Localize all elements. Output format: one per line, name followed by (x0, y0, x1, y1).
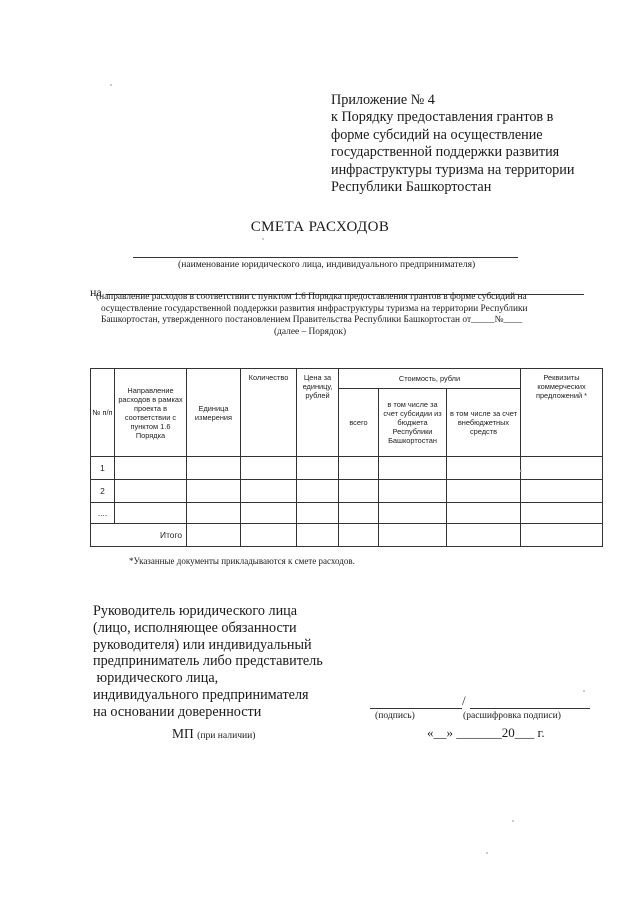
signer-line: (лицо, исполняющее обязанности (93, 619, 297, 636)
cell (447, 457, 521, 480)
table-header-row (91, 369, 603, 389)
cell (115, 457, 187, 480)
direction-hint-line: осуществление государственной поддержки развития инфраструктуры туризма на территории Республики (101, 303, 528, 314)
cell (339, 503, 379, 524)
col-header-extra: в том числе за счет внебюджетных средств (447, 389, 521, 457)
estimate-table (90, 368, 603, 547)
stamp-hint: (при наличии) (197, 730, 256, 741)
decode-hint: (расшифровка подписи) (463, 710, 561, 721)
col-header-num: № п/п (91, 369, 115, 457)
col-header-subsidy: в том числе за счет субсидии из бюджета Республики Башкортостан (379, 389, 447, 457)
cell (339, 524, 379, 547)
table-row (91, 480, 603, 503)
cell (521, 524, 603, 547)
stamp-label: МП (172, 726, 194, 741)
row-number: .... (91, 503, 115, 524)
col-header-direction: Направление расходов в рамках проекта в соответствии с пунктом 1.6 Порядка (115, 369, 187, 457)
date-field: «__» _______20___ г. (427, 725, 545, 740)
direction-hint-line: (направление расходов в соответствии с пунктом 1.6 Порядка предоставления грантов в форме субсидий на (96, 292, 527, 302)
scan-speck (262, 238, 264, 240)
entity-name-line (133, 257, 518, 258)
cell (187, 503, 241, 524)
signer-line: на основании доверенности (93, 703, 262, 720)
cell (379, 503, 447, 524)
cell (187, 457, 241, 480)
signer-line: руководителя) или индивидуальный (93, 636, 312, 653)
cell (447, 503, 521, 524)
cell (379, 457, 447, 480)
document-title: СМЕТА РАСХОДОВ (250, 219, 390, 235)
signer-line: индивидуального предпринимателя (93, 686, 309, 703)
cell (447, 480, 521, 503)
direction-hint (96, 292, 596, 338)
col-header-unit: Единица измерения (187, 369, 241, 457)
col-header-price: Цена за единицу, рублей (297, 369, 339, 457)
cell (241, 480, 297, 503)
col-header-cost: Стоимость, рубли (339, 369, 521, 389)
cell (187, 480, 241, 503)
appendix-line: Республики Башкортостан (331, 179, 492, 196)
appendix-line: инфраструктуры туризма на территории (331, 161, 575, 178)
decode-line (470, 708, 590, 709)
direction-hint-line: Башкортостан, утвержденного постановлением Правительства Республики Башкортостан от_____№____ (101, 315, 523, 326)
sign-hint: (подпись) (375, 710, 415, 721)
stamp-placeholder (172, 726, 256, 742)
cell (297, 457, 339, 480)
appendix-line: Приложение № 4 (331, 92, 435, 108)
table-total-row (91, 524, 603, 547)
cell (187, 524, 241, 547)
footnote: *Указанные документы прикладываются к смете расходов. (129, 556, 355, 566)
signer-line: предприниматель либо представитель (93, 653, 323, 670)
cell (379, 480, 447, 503)
signer-block (93, 603, 323, 721)
scan-speck (583, 690, 585, 692)
col-header-total: всего (339, 389, 379, 457)
row-number: 1 (91, 457, 115, 480)
appendix-header (331, 92, 621, 196)
cell (339, 457, 379, 480)
appendix-line: форме субсидий на осуществление (331, 126, 543, 143)
scan-speck (512, 820, 514, 822)
cell (297, 503, 339, 524)
cell (241, 524, 297, 547)
cell (447, 524, 521, 547)
signature-slash: / (462, 693, 466, 708)
signature-line (370, 708, 462, 709)
entity-hint: (наименование юридического лица, индивидуального предпринимателя) (178, 259, 476, 270)
cell (241, 503, 297, 524)
cell (379, 524, 447, 547)
scan-speck (486, 852, 488, 854)
cell (521, 457, 603, 480)
direction-hint-line: (далее – Порядок) (274, 326, 347, 337)
scan-speck (110, 84, 112, 86)
table-row (91, 503, 603, 524)
direction-prefix: на (90, 285, 102, 299)
appendix-line: к Порядку предоставления грантов в (331, 109, 554, 126)
table-row (91, 457, 603, 480)
cell (521, 503, 603, 524)
cell (521, 480, 603, 503)
cell (115, 480, 187, 503)
col-header-requisites: Реквизиты коммерческих предложений * (521, 369, 603, 457)
cell (115, 503, 187, 524)
appendix-line: государственной поддержки развития (331, 144, 560, 161)
col-header-quantity: Количество (241, 369, 297, 457)
signer-line: юридического лица, (93, 670, 219, 687)
scan-speck (520, 470, 522, 472)
total-label: Итого (91, 524, 187, 547)
signer-line: Руководитель юридического лица (93, 603, 298, 619)
cell (241, 457, 297, 480)
cell (297, 480, 339, 503)
row-number: 2 (91, 480, 115, 503)
cell (339, 480, 379, 503)
cell (297, 524, 339, 547)
